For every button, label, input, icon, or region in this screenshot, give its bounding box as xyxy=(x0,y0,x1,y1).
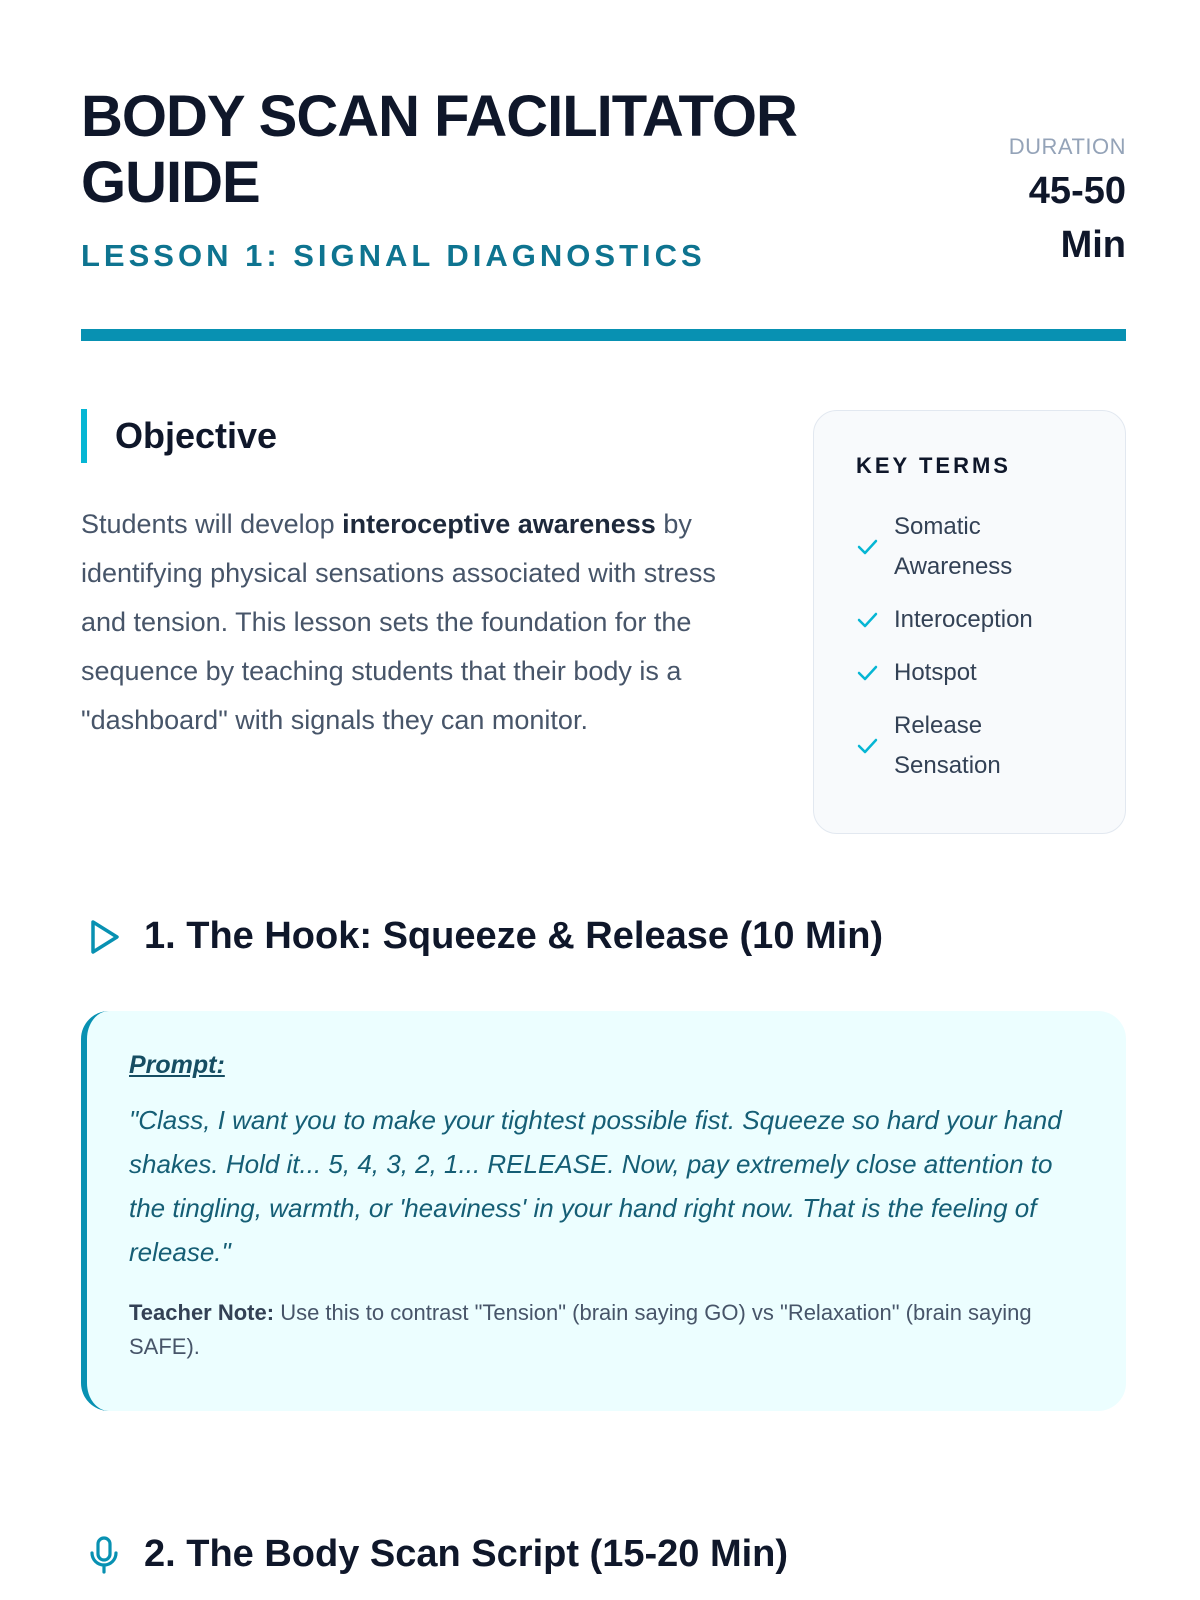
header-divider xyxy=(81,329,1126,341)
play-icon xyxy=(86,917,122,957)
duration-value: 45-50 Min xyxy=(1028,170,1126,266)
key-term-label: Somatic Awareness xyxy=(894,513,1013,580)
check-icon xyxy=(856,611,880,629)
section-title: 1. The Hook: Squeeze & Release (10 Min) xyxy=(144,915,884,957)
objective-text-bold: interoceptive awareness xyxy=(342,509,656,539)
key-terms-title: KEY TERMS xyxy=(856,453,1011,478)
page-header xyxy=(81,84,1126,274)
check-icon xyxy=(856,538,880,556)
duration-label: DURATION xyxy=(1008,134,1126,159)
prompt-callout xyxy=(81,1011,1126,1411)
lesson-subtitle: LESSON 1: SIGNAL DIAGNOSTICS xyxy=(81,238,706,273)
key-term-item xyxy=(856,653,1095,693)
key-term-label: Release Sensation xyxy=(894,712,1001,779)
key-term-label: Hotspot xyxy=(894,659,977,686)
section-heading-script xyxy=(86,1533,788,1576)
check-icon xyxy=(856,664,880,682)
teacher-note xyxy=(129,1296,1076,1364)
key-term-item xyxy=(856,507,1095,587)
key-term-item xyxy=(856,600,1095,640)
check-icon xyxy=(856,737,880,755)
key-terms-card xyxy=(813,410,1126,834)
microphone-icon xyxy=(86,1535,122,1575)
objective-heading: Objective xyxy=(81,409,277,463)
objective-text-end: by identifying physical sensations associated with stress and tension. This lesson sets the foundation for the sequence by teaching students that their body is a "dashboard" with signals they can monitor. xyxy=(81,509,716,735)
teacher-note-label: Teacher Note: xyxy=(129,1300,275,1325)
prompt-label: Prompt: xyxy=(129,1051,225,1079)
key-term-label: Interoception xyxy=(894,606,1033,633)
teacher-note-text: Use this to contrast "Tension" (brain saying GO) vs "Relaxation" (brain saying SAFE). xyxy=(129,1300,1032,1359)
prompt-quote: "Class, I want you to make your tightest possible fist. Squeeze so hard your hand shakes. Hold it... 5, 4, 3, 2, 1... RELEASE. Now, pay extremely close attention to the tingling, warmth, or 'heaviness' in your hand right now. That is the feeling of release." xyxy=(129,1105,1062,1267)
key-term-item xyxy=(856,706,1095,786)
page-title: BODY SCAN FACILITATOR GUIDE xyxy=(81,84,797,215)
key-terms-list xyxy=(856,507,1095,786)
duration-block xyxy=(1006,134,1126,272)
section-title: 2. The Body Scan Script (15-20 Min) xyxy=(144,1533,789,1575)
section-heading-hook xyxy=(86,915,883,958)
objective-text-start: Students will develop xyxy=(81,509,343,539)
objective-text xyxy=(81,500,761,745)
